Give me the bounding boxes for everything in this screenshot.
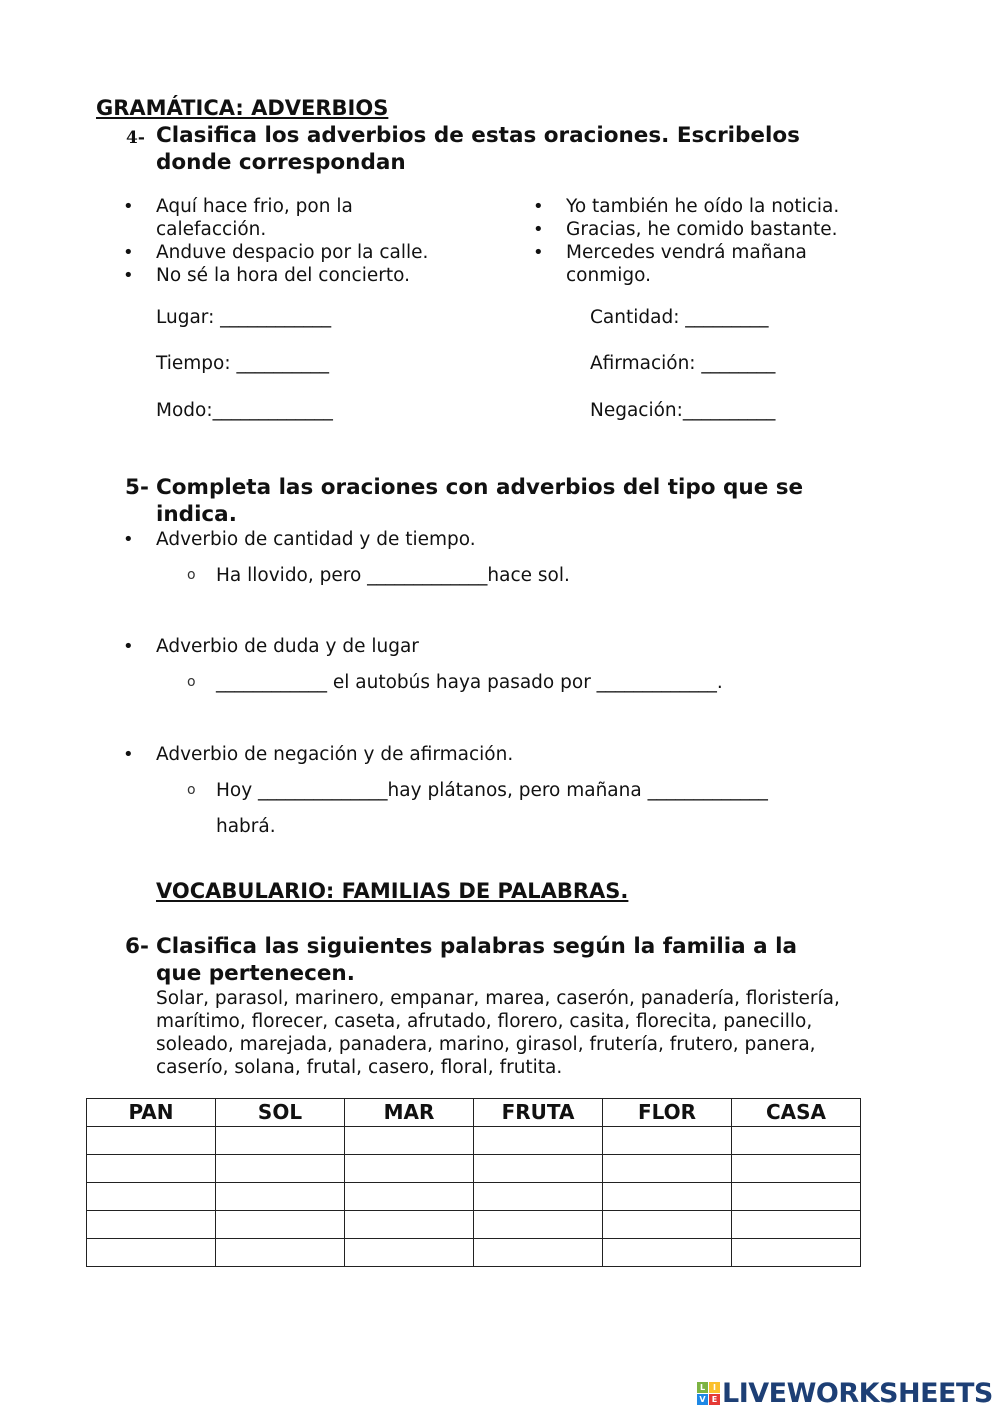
- item-label: Adverbio de negación y de afirmación.: [156, 744, 514, 765]
- logo-text: LIVEWORKSHEETS: [722, 1378, 993, 1409]
- answer-cell[interactable]: [474, 1155, 603, 1183]
- exercise-6-heading-line2: que pertenecen.: [156, 961, 355, 986]
- table-header-row: [87, 1099, 861, 1127]
- table-row: [87, 1155, 861, 1183]
- exercise-4-number: 4-: [126, 128, 145, 148]
- vocab-title: VOCABULARIO: FAMILIAS DE PALABRAS.: [156, 879, 629, 903]
- grammar-title: GRAMÁTICA: ADVERBIOS: [96, 96, 389, 120]
- bullet-icon: •: [123, 744, 134, 765]
- bullet-icon: •: [123, 265, 134, 286]
- answer-cell[interactable]: [345, 1239, 474, 1267]
- circle-bullet-icon: o: [187, 782, 196, 798]
- answer-cell[interactable]: [732, 1211, 861, 1239]
- answer-cell[interactable]: [474, 1211, 603, 1239]
- header-casa: CASA: [732, 1099, 861, 1127]
- table-row: [87, 1239, 861, 1267]
- answer-cell[interactable]: [345, 1155, 474, 1183]
- exercise-4-heading-line2: donde correspondan: [156, 150, 406, 175]
- field-afirmacion[interactable]: Afirmación: ________: [590, 353, 776, 374]
- exercise-5-heading-line1: Completa las oraciones con adverbios del tipo que se: [156, 475, 804, 500]
- exercise-6-number: 6-: [125, 934, 149, 959]
- logo-squares-icon: [697, 1382, 720, 1405]
- answer-cell[interactable]: [732, 1239, 861, 1267]
- field-modo[interactable]: Modo:_____________: [156, 400, 333, 421]
- exercise-6-heading-line1: Clasifica las siguientes palabras según la familia a la: [156, 934, 797, 959]
- header-sol: SOL: [216, 1099, 345, 1127]
- answer-cell[interactable]: [87, 1155, 216, 1183]
- sentence: Aquí hace frio, pon la: [156, 196, 353, 217]
- answer-cell[interactable]: [87, 1211, 216, 1239]
- logo-letter: I: [709, 1382, 720, 1393]
- sentence: Mercedes vendrá mañana: [566, 242, 807, 263]
- answer-cell[interactable]: [216, 1183, 345, 1211]
- header-fruta: FRUTA: [474, 1099, 603, 1127]
- field-lugar[interactable]: Lugar: ____________: [156, 307, 332, 328]
- answer-cell[interactable]: [474, 1183, 603, 1211]
- word-list-line: Solar, parasol, marinero, empanar, marea, caserón, panadería, floristería,: [156, 988, 840, 1009]
- exercise-4-heading-line1: Clasifica los adverbios de estas oraciones. Escribelos: [156, 123, 800, 148]
- answer-cell[interactable]: [216, 1155, 345, 1183]
- item-label: Adverbio de duda y de lugar: [156, 636, 419, 657]
- bullet-icon: •: [123, 196, 134, 217]
- sentence: Yo también he oído la noticia.: [566, 196, 840, 217]
- logo-letter: E: [709, 1394, 720, 1405]
- field-negacion[interactable]: Negación:__________: [590, 400, 776, 421]
- bullet-icon: •: [533, 219, 544, 240]
- answer-cell[interactable]: [603, 1239, 732, 1267]
- answer-cell[interactable]: [345, 1127, 474, 1155]
- word-list-line: caserío, solana, frutal, casero, floral, frutita.: [156, 1057, 563, 1078]
- table-row: [87, 1183, 861, 1211]
- item-label: Adverbio de cantidad y de tiempo.: [156, 529, 476, 550]
- field-tiempo[interactable]: Tiempo: __________: [156, 353, 329, 374]
- answer-cell[interactable]: [603, 1155, 732, 1183]
- sentence: calefacción.: [156, 219, 267, 240]
- answer-cell[interactable]: [603, 1211, 732, 1239]
- bullet-icon: •: [533, 196, 544, 217]
- bullet-icon: •: [123, 529, 134, 550]
- answer-cell[interactable]: [603, 1127, 732, 1155]
- sentence: Gracias, he comido bastante.: [566, 219, 838, 240]
- answer-cell[interactable]: [216, 1127, 345, 1155]
- word-family-table: [86, 1098, 861, 1267]
- sentence: No sé la hora del concierto.: [156, 265, 410, 286]
- logo-letter: V: [697, 1394, 708, 1405]
- liveworksheets-logo: [697, 1378, 993, 1409]
- fill-sentence-cont: habrá.: [216, 816, 276, 837]
- header-pan: PAN: [87, 1099, 216, 1127]
- circle-bullet-icon: o: [187, 567, 196, 583]
- answer-cell[interactable]: [603, 1183, 732, 1211]
- exercise-5-heading-line2: indica.: [156, 502, 237, 527]
- table-row: [87, 1127, 861, 1155]
- word-list-line: marítimo, florecer, caseta, afrutado, florero, casita, florecita, panecillo,: [156, 1011, 813, 1032]
- answer-cell[interactable]: [732, 1183, 861, 1211]
- answer-cell[interactable]: [216, 1239, 345, 1267]
- answer-cell[interactable]: [474, 1239, 603, 1267]
- answer-cell[interactable]: [87, 1239, 216, 1267]
- answer-cell[interactable]: [345, 1183, 474, 1211]
- table-row: [87, 1211, 861, 1239]
- logo-letter: L: [697, 1382, 708, 1393]
- bullet-icon: •: [123, 242, 134, 263]
- bullet-icon: •: [533, 242, 544, 263]
- fill-sentence[interactable]: ____________ el autobús haya pasado por _____________.: [216, 672, 723, 693]
- sentence: Anduve despacio por la calle.: [156, 242, 429, 263]
- bullet-icon: •: [123, 636, 134, 657]
- sentence: conmigo.: [566, 265, 651, 286]
- answer-cell[interactable]: [474, 1127, 603, 1155]
- answer-cell[interactable]: [87, 1127, 216, 1155]
- header-mar: MAR: [345, 1099, 474, 1127]
- answer-cell[interactable]: [345, 1211, 474, 1239]
- answer-cell[interactable]: [216, 1211, 345, 1239]
- exercise-5-number: 5-: [125, 475, 149, 500]
- field-cantidad[interactable]: Cantidad: _________: [590, 307, 769, 328]
- answer-cell[interactable]: [732, 1127, 861, 1155]
- fill-sentence[interactable]: Ha llovido, pero _____________hace sol.: [216, 565, 570, 586]
- circle-bullet-icon: o: [187, 674, 196, 690]
- answer-cell[interactable]: [87, 1183, 216, 1211]
- answer-cell[interactable]: [732, 1155, 861, 1183]
- header-flor: FLOR: [603, 1099, 732, 1127]
- fill-sentence[interactable]: Hoy ______________hay plátanos, pero mañana _____________: [216, 780, 768, 801]
- word-list-line: soleado, marejada, panadera, marino, girasol, frutería, frutero, panera,: [156, 1034, 816, 1055]
